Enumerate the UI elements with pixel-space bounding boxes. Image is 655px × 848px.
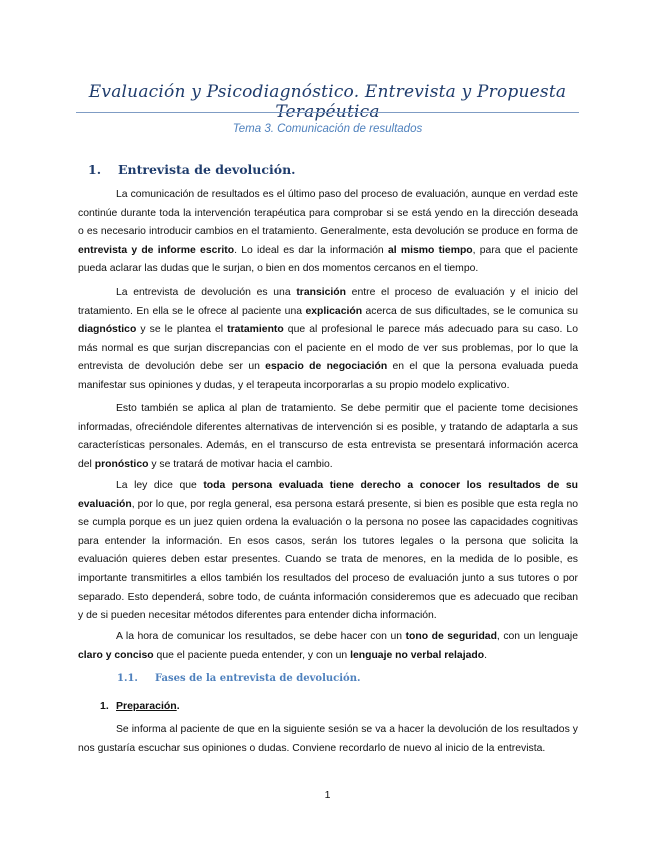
section-number: 1.	[88, 162, 102, 177]
section-heading	[88, 162, 296, 177]
phase-label: Preparación	[116, 700, 177, 712]
phase-heading: 1. Preparación.	[100, 700, 180, 712]
paragraph-3: Esto también se aplica al plan de tratamiento. Se debe permitir que el paciente tome decisiones informadas, ofreciéndole diferentes alternativas de intervención si es posible, y tratando de adaptarla a sus características personales. Además, en el transcurso de esta entrevista se presentará información acerca del pronóstico y se tratará de motivar hacia el cambio.	[78, 403, 578, 470]
header-divider	[76, 112, 579, 113]
subsection-heading	[117, 673, 360, 684]
paragraph-5: A la hora de comunicar los resultados, se debe hacer con un tono de seguridad, con un lenguaje claro y conciso que el paciente pueda entender, y con un lenguaje no verbal relajado.	[78, 631, 578, 661]
document-subtitle: Tema 3. Comunicación de resultados	[232, 123, 423, 135]
subsection-title: Fases de la entrevista de devolución.	[155, 673, 361, 684]
document-title: Evaluación y Psicodiagnóstico. Entrevista y Propuesta Terapéutica	[88, 82, 567, 122]
page-number: 1	[324, 789, 331, 801]
section-title: Entrevista de devolución.	[118, 162, 296, 177]
subsection-number: 1.1.	[117, 673, 138, 684]
paragraph-4: La ley dice que toda persona evaluada tiene derecho a conocer los resultados de su evaluación, por lo que, por regla general, esa persona estará presente, si bien es posible que esta regla no se cumpla porque es un juez quien ordena la evaluación o la persona no posee las capacidades cognitivas para entender la información. En esos casos, serán los tutores legales o la persona que solicita la evaluación quieres deben estar presentes. Cuando se trata de menores, en la medida de lo posible, es importante transmitirles a ellos también los resultados del proceso de evaluación junto a sus tutores o por separado. Esto dependerá, sobre todo, de cuánta información consideremos que es adecuado que reciban y de si pueden necesitar métodos diferentes para entender dicha información.	[78, 480, 578, 622]
paragraph-1: La comunicación de resultados es el último paso del proceso de evaluación, aunque en verdad este continúe durante toda la intervención terapéutica para comprobar si se está yendo en la dirección deseada o es necesario introducir cambios en el tratamiento. Generalmente, esta devolución se produce en forma de entrevista y de informe escrito. Lo ideal es dar la información al mismo tiempo, para que el paciente pueda aclarar las dudas que le surjan, o bien en dos momentos cercanos en el tiempo.	[78, 189, 578, 275]
paragraph-2: La entrevista de devolución es una transición entre el proceso de evaluación y el inicio del tratamiento. En ella se le ofrece al paciente una explicación acerca de sus dificultades, se le comunica su diagnóstico y se le plantea el tratamiento que al profesional le parece más adecuado para su caso. Lo más normal es que surjan discrepancias con el paciente en el modo de ver sus problemas, por lo que la entrevista de devolución debe ser un espacio de negociación en el que la persona evaluada pueda manifestar sus opiniones y dudas, y el terapeuta incorporarlas a su propio modelo explicativo.	[78, 287, 578, 391]
phase-number: 1.	[100, 700, 109, 712]
paragraph-6: Se informa al paciente de que en la siguiente sesión se va a hacer la devolución de los resultados y nos gustaría escuchar sus opiniones o dudas. Conviene recordarlo de nuevo al inicio de la entrevista.	[78, 724, 578, 754]
